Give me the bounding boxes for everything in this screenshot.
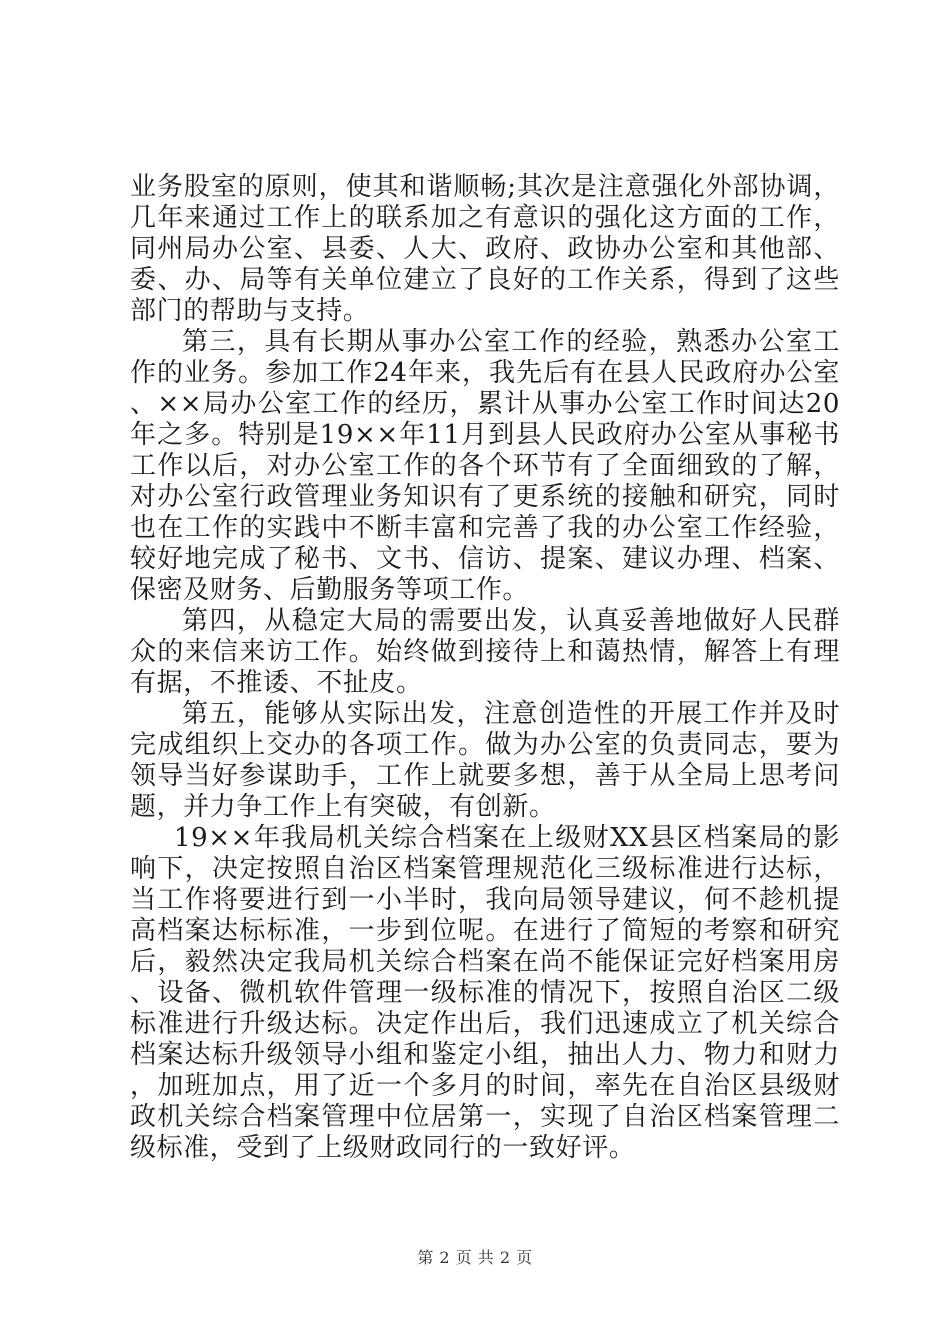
paragraph-third-point: 第三，具有长期从事办公室工作的经验，熟悉办公室工作的业务。参加工作24年来，我先后有在县人民政府办公室、××局办公室工作的经历，累计从事办公室工作时间达20年之多。特别是19××年11月到县人民政府办公室从事秘书工作以后，对办公室工作的各个环节有了全面细致的了解，对办公室行政管理业务知识有了更系统的接触和研究，同时也在工作的实践中不断丰富和完善了我的办公室工作经验，较好地完成了秘书、文书、信访、提案、建议办理、档案、保密及财务、后勤服务等项工作。 — [130, 327, 840, 605]
page-footer: 第 2 页 共 2 页 — [417, 1248, 533, 1267]
document-body — [130, 172, 840, 1164]
paragraph-fourth-point: 第四，从稳定大局的需要出发，认真妥善地做好人民群众的来信来访工作。始终做到接待上和蔼热情，解答上有理有据，不推诿、不扯皮。 — [130, 606, 840, 698]
paragraph-archive-achievement: 19××年我局机关综合档案在上级财XX县区档案局的影响下，决定按照自治区档案管理规范化三级标准进行达标，当工作将要进行到一小半时，我向局领导建议，何不趁机提高档案达标标准，一步到位呢。在进行了简短的考察和研究后，毅然决定我局机关综合档案在尚不能保证完好档案用房、设备、微机软件管理一级标准的情况下，按照自治区二级标准进行升级达标。决定作出后，我们迅速成立了机关综合档案达标升级领导小组和鉴定小组，抽出人力、物力和财力，加班加点，用了近一个多月的时间，率先在自治区县级财政机关综合档案管理中位居第一，实现了自治区档案管理二级标准，受到了上级财政同行的一致好评。 — [130, 823, 840, 1163]
paragraph-continuation: 业务股室的原则，使其和谐顺畅;其次是注意强化外部协调，几年来通过工作上的联系加之有意识的强化这方面的工作，同州局办公室、县委、人大、政府、政协办公室和其他部、委、办、局等有关单位建立了良好的工作关系，得到了这些部门的帮助与支持。 — [130, 172, 840, 326]
paragraph-fifth-point: 第五，能够从实际出发，注意创造性的开展工作并及时完成组织上交办的各项工作。做为办公室的负责同志，要为领导当好参谋助手，工作上就要多想，善于从全局上思考问题，并力争工作上有突破，有创新。 — [130, 699, 840, 822]
